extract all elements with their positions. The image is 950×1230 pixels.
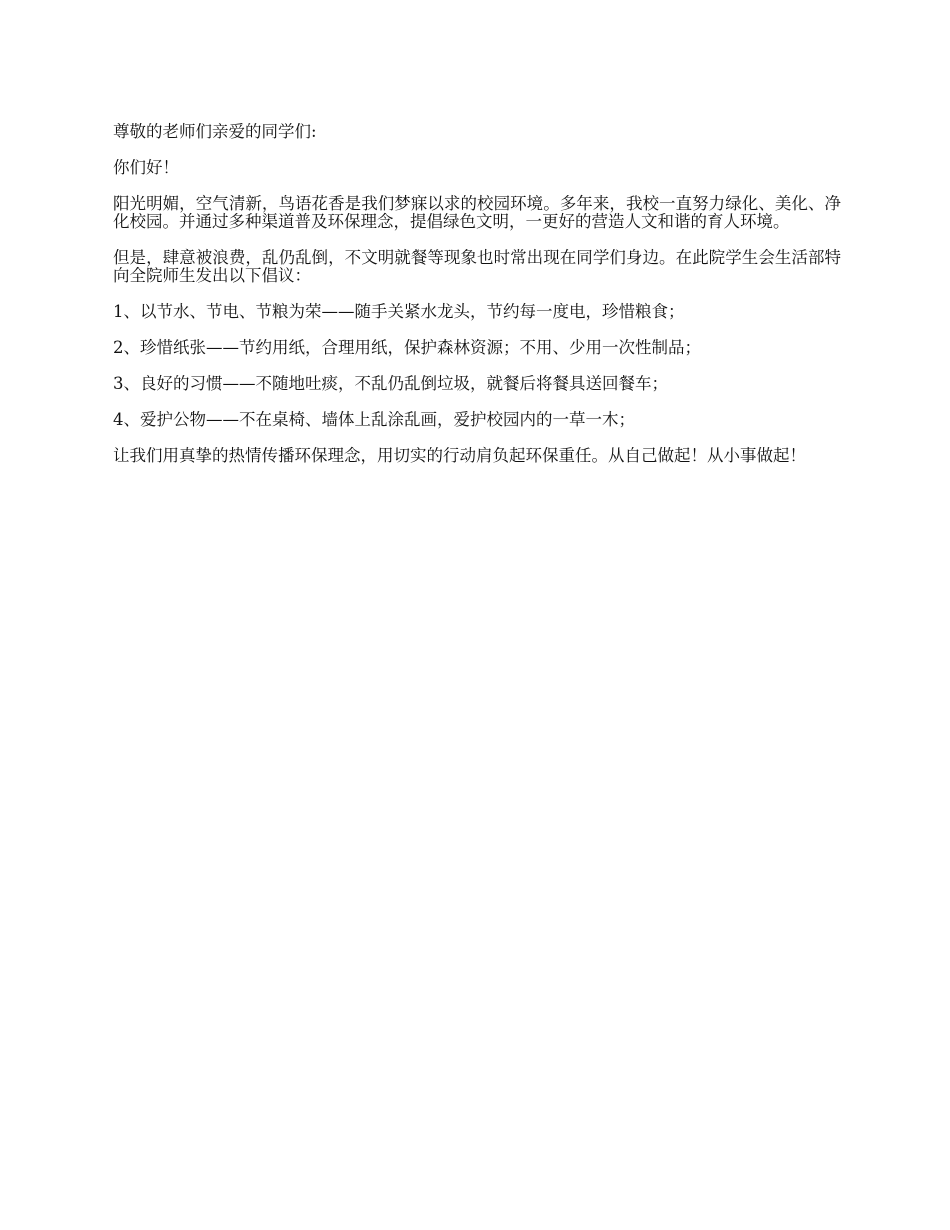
closing-paragraph: 让我们用真挚的热情传播环保理念，用切实的行动肩负起环保重任。从自己做起！从小事做起！: [113, 446, 806, 465]
document-body: [113, 123, 841, 483]
list-item: 3、良好的习惯——不随地吐痰，不乱仍乱倒垃圾，就餐后将餐具送回餐车；: [113, 374, 668, 393]
paragraph-intro: 阳光明媚，空气清新，鸟语花香是我们梦寐以求的校园环境。多年来，我校一直努力绿化、美化、净化校园。并通过多种渠道普及环保理念，提倡绿色文明，一更好的营造人文和谐的育人环境。: [113, 194, 841, 231]
greeting: 尊敬的老师们亲爱的同学们:: [113, 122, 317, 141]
salutation: 你们好！: [113, 158, 179, 177]
paragraph-problem: 但是，肆意被浪费，乱仍乱倒，不文明就餐等现象也时常出现在同学们身边。在此院学生会生活部特向全院师生发出以下倡议：: [113, 248, 841, 285]
list-item: 4、爱护公物——不在桌椅、墙体上乱涂乱画，爱护校园内的一草一木；: [113, 410, 635, 429]
list-item: 1、以节水、节电、节粮为荣——随手关紧水龙头，节约每一度电，珍惜粮食；: [113, 302, 685, 321]
list-item: 2、珍惜纸张——节约用纸，合理用纸，保护森林资源；不用、少用一次性制品；: [113, 338, 701, 357]
